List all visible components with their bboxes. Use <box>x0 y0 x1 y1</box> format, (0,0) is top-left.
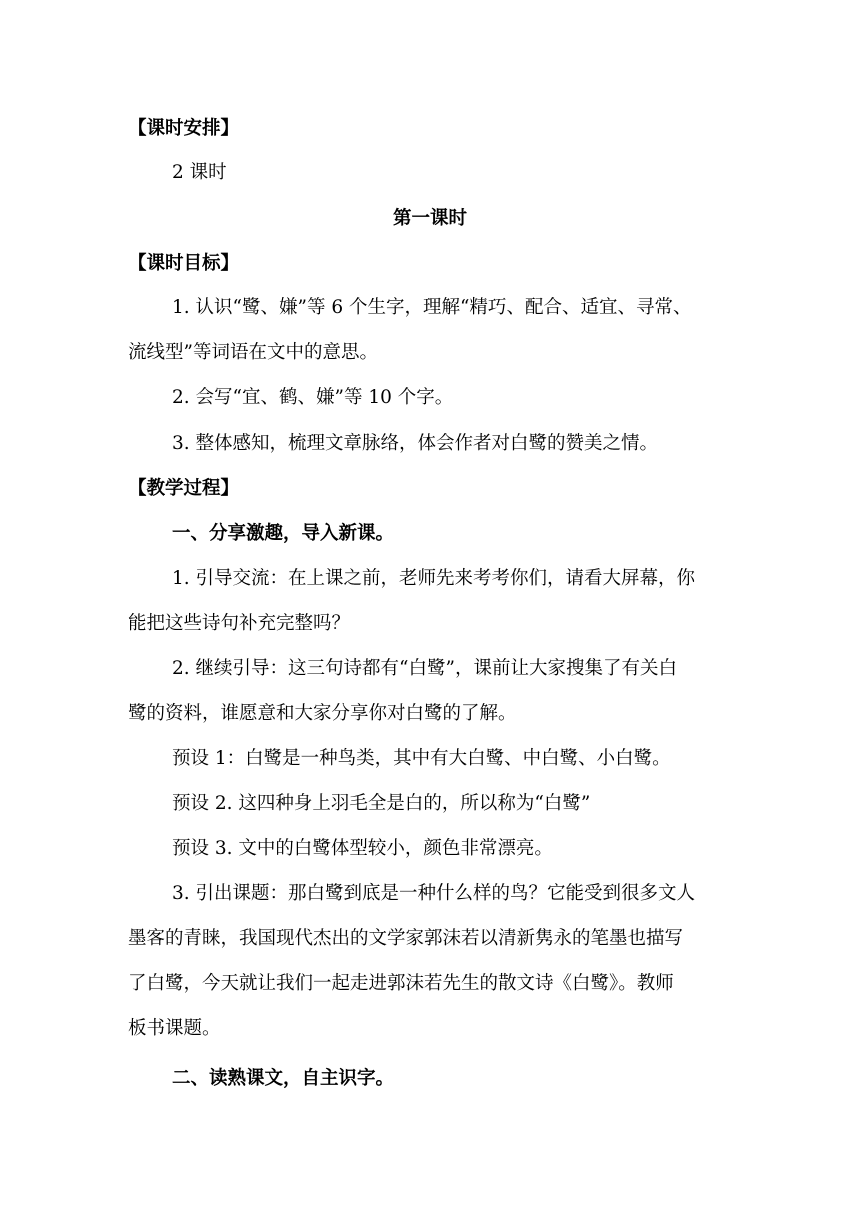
step-3-line-4: 板书课题。 <box>128 1018 221 1039</box>
objective-1-line-2: 流线型”等词语在文中的意思。 <box>128 342 378 363</box>
step-3-line-2: 墨客的青睐，我国现代杰出的文学家郭沫若以清新隽永的笔墨也描写 <box>128 928 684 949</box>
objectives-heading: 【课时目标】 <box>128 253 240 274</box>
preset-2: 预设 2. 这四种身上羽毛全是白的，所以称为“白鹭” <box>172 793 591 814</box>
step-3-line-1: 3. 引出课题：那白鹭到底是一种什么样的鸟？它能受到很多文人 <box>172 883 696 904</box>
section-2-title: 二、读熟课文，自主识字。 <box>172 1068 395 1089</box>
step-1-line-2: 能把这些诗句补充完整吗？ <box>128 613 351 634</box>
step-2-line-1: 2. 继续引导：这三句诗都有“白鹭”，课前让大家搜集了有关白 <box>172 658 677 679</box>
objective-3: 3. 整体感知，梳理文章脉络，体会作者对白鹭的赞美之情。 <box>172 433 659 454</box>
process-heading: 【教学过程】 <box>128 478 240 499</box>
objective-1-line-1: 1. 认识“鹭、嫌”等 6 个生字，理解“精巧、配合、适宜、寻常、 <box>172 297 692 318</box>
first-period-title: 第一课时 <box>392 208 467 229</box>
step-2-line-2: 鹭的资料，谁愿意和大家分享你对白鹭的了解。 <box>128 703 517 724</box>
step-3-line-3: 了白鹭，今天就让我们一起走进郭沫若先生的散文诗《白鹭》。教师 <box>128 973 674 994</box>
lesson-schedule-text: 2 课时 <box>172 162 227 183</box>
step-1-line-1: 1. 引导交流：在上课之前，老师先来考考你们，请看大屏幕，你 <box>172 568 696 589</box>
section-1-title: 一、分享激趣，导入新课。 <box>172 523 395 544</box>
objective-2: 2. 会写“宜、鹤、嫌”等 10 个字。 <box>172 387 454 408</box>
preset-1: 预设 1：白鹭是一种鸟类，其中有大白鹭、中白鹭、小白鹭。 <box>172 748 671 769</box>
preset-3: 预设 3. 文中的白鹭体型较小，颜色非常漂亮。 <box>172 838 553 859</box>
lesson-schedule-heading: 【课时安排】 <box>128 118 240 139</box>
